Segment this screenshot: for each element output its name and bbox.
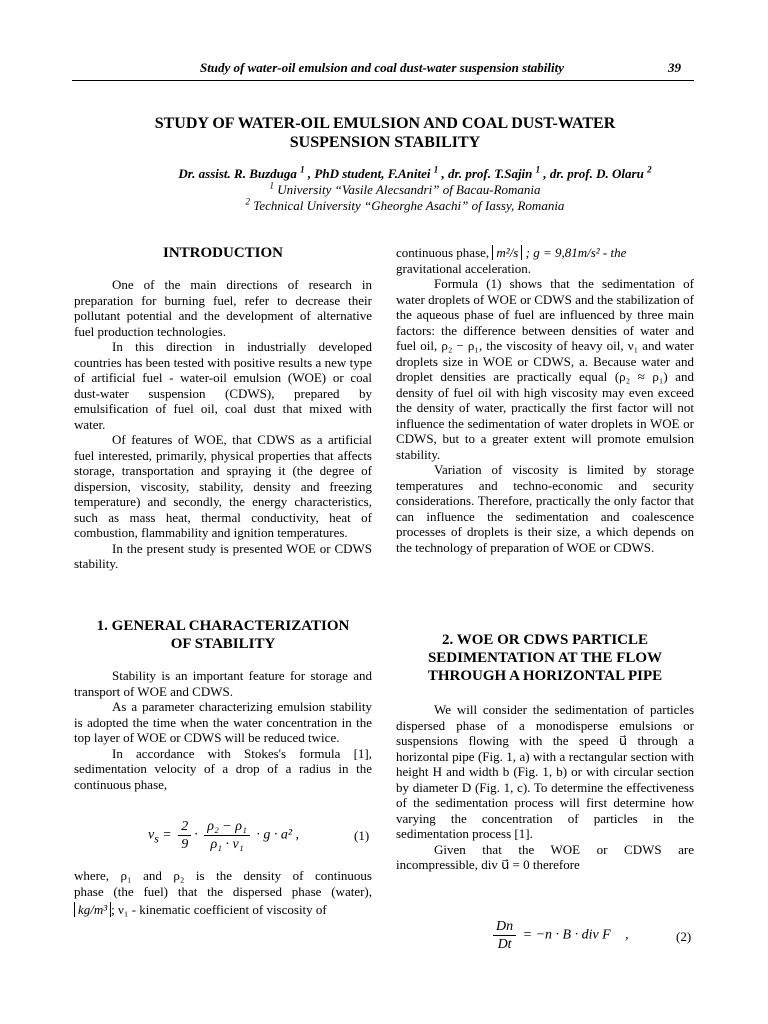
formula-discussion-paragraph: Formula (1) shows that the sedimentation of water droplets of WOE or CDWS and the stabilization of the aqueous phase of fuel are influenced by three main factors: the difference between densities of water and fuel oil, ρ₂ − ρ₁, the viscosity of heavy oil, ν₁ and water droplets size in WOE or CDWS, a. Because water and droplet densities are practically equal (ρ₂ ≈ ρ₁) and density of fuel oil with high viscosity may even exceed the density of water, practically the first factor will not influence the sedimentation of water droplets in WOE or CDWS, but to a greater extent will promote emulsion stability.: [396, 276, 694, 462]
equation-1-number: (1): [354, 828, 370, 843]
sec1-paragraph-1: Stability is an important feature for storage and transport of WOE and CDWS.: [74, 668, 372, 699]
section-1-heading: [74, 617, 372, 653]
eq2-den: Dt: [497, 937, 512, 952]
author-2: , PhD student, F.Anitei: [307, 166, 431, 181]
continuation-text-b: ; g = 9,81m/s² - the: [525, 245, 627, 260]
density-unit: kg/m³: [74, 902, 111, 917]
affiliation-1: [100, 182, 710, 198]
author-1-affil: 1: [300, 164, 305, 175]
paper-title: [100, 114, 670, 152]
affiliation-2-text: Technical University “Gheorghe Asachi” of Iassy, Romania: [253, 198, 565, 213]
author-2-affil: 1: [433, 164, 439, 175]
paper-title-line-1: STUDY OF WATER-OIL EMULSION AND COAL DUST-WATER: [154, 115, 616, 132]
eq1-fraction-density: [204, 818, 250, 853]
right-continuation: [396, 245, 694, 555]
continuation-line-2: gravitational acceleration.: [396, 260, 531, 276]
intro-paragraph-4: In the present study is presented WOE or CDWS stability.: [74, 540, 372, 571]
section-1-heading-line-2: OF STABILITY: [170, 636, 276, 652]
introduction-heading: INTRODUCTION: [162, 245, 283, 261]
where-line-3-text: ; ν₁ - kinematic coefficient of viscosity of: [111, 902, 327, 917]
eq2-fraction: [493, 918, 516, 953]
sec1-paragraph-2: As a parameter characterizing emulsion stability is adopted the time when the water concentration in the top layer of WOE or CDWS will be reduced twice.: [74, 699, 372, 745]
section-2-heading: [396, 631, 694, 685]
where-text: [74, 868, 372, 918]
section-1-body: [74, 668, 372, 792]
author-4-affil: 2: [647, 164, 652, 175]
eq1-rho-num: ρ₂ − ρ₁: [204, 818, 250, 836]
introduction-body: [74, 277, 372, 572]
intro-paragraph-2: In this direction in industrially developed countries has been tested with positive results a new type of artificial fuel - water-oil emulsion (WOE) or coal dust-water suspension (CDWS), prepared by emulsification of fuel oil, coal dust that mixed with water.: [74, 339, 372, 432]
equation-2: [490, 918, 629, 953]
running-header-title: Study of water-oil emulsion and coal dust-water suspension stability: [199, 60, 565, 75]
section-2-body: [396, 702, 694, 873]
eq1-rho-den: ρ₁ · ν₁: [210, 837, 244, 852]
where-line-3: [74, 902, 372, 918]
intro-paragraph-1: One of the main directions of research in preparation for burning fuel, refer to decrease their pollutant potential and the development of alternative fuel production technologies.: [74, 277, 372, 339]
eq1-tail: · g · a² ,: [256, 827, 300, 843]
affiliation-2-number: 2: [245, 196, 251, 207]
author-3: , dr. prof. T.Sajin: [441, 166, 533, 181]
eq1-equals: =: [162, 827, 172, 843]
intro-paragraph-3: Of features of WOE, that CDWS as a artificial fuel interested, primarily, physical properties that affects storage, transportation and spraying it (the degree of dispersion, viscosity, stability, density and freezing temperature) and secondly, the energy characteristics, such as mass heat, thermal conductivity, heat of combustion, flammability and ignition temperatures.: [74, 432, 372, 540]
eq1-fraction-constant: [178, 818, 191, 853]
section-2-heading-line-3: THROUGH A HORIZONTAL PIPE: [427, 668, 663, 684]
viscosity-paragraph: Variation of viscosity is limited by storage temperatures and techno-economic and security considerations. Therefore, practically the only factor that can influence the sedimentation and coalescence processes of droplets is their size, a which depends on the technology of preparation of WOE or CDWS.: [396, 462, 694, 555]
page-number: 39: [668, 60, 681, 75]
sec2-paragraph-1: We will consider the sedimentation of particles dispersed phase of a monodisperse emulsions or suspensions flowing with the speed u⃗ through a horizontal pipe (Fig. 1, a) with a rectangular section with height H and width b (Fig. 1, b) or with circular section by diameter D (Fig. 1, c). To determine the effectiveness of the sedimentation process will first determine how varying the concentration of particles in the sedimentation process [1].: [396, 702, 694, 841]
eq2-num: Dn: [493, 918, 516, 936]
equation-1: $v_s$ = $\frac{2}{9}$ · $\frac{\text{ρ₂ − ρ₁}}{\text{ρ₁ · ν₁}}$ · g · a² ,: [148, 819, 300, 852]
eq1-const-den: 9: [181, 837, 189, 852]
header-rule: [72, 80, 694, 81]
author-4: , dr. prof. D. Olaru: [543, 166, 644, 181]
authors: [100, 166, 730, 182]
eq2-rhs: = −n · B · div F⃗ ,: [522, 927, 629, 943]
sec2-paragraph-2: Given that the WOE or CDWS are incompressible, div u⃗ = 0 therefore: [396, 841, 694, 872]
section-2-heading-line-2: SEDIMENTATION AT THE FLOW: [427, 650, 663, 666]
continuation-line-1: [396, 245, 694, 261]
equation-2-number: (2): [676, 929, 692, 944]
viscosity-unit: m²/s: [492, 245, 522, 260]
affiliation-1-text: University “Vasile Alecsandri” of Bacau-Romania: [277, 182, 541, 197]
eq1-lhs-sub: s: [154, 832, 159, 846]
where-line-1: where, ρ₁ and ρ₂ is the density of continuous: [74, 868, 372, 883]
author-1: Dr. assist. R. Buzduga: [178, 166, 297, 181]
where-line-2: phase (the fuel) that the dispersed phase (water),: [74, 883, 372, 899]
affiliation-2: [100, 198, 710, 214]
author-3-affil: 1: [535, 164, 541, 175]
paper-title-line-2: SUSPENSION STABILITY: [289, 134, 481, 151]
continuation-text-a: continuous phase,: [396, 245, 490, 260]
eq1-lhs: v: [148, 827, 155, 843]
section-2-heading-line-1: 2. WOE OR CDWS PARTICLE: [441, 632, 649, 648]
sec1-paragraph-3: In accordance with Stokes's formula [1], sedimentation velocity of a drop of a radius in the continuous phase,: [74, 745, 372, 792]
section-1-heading-line-1: 1. GENERAL CHARACTERIZATION: [96, 618, 350, 634]
affiliation-1-number: 1: [269, 180, 274, 191]
eq1-const-num: 2: [178, 818, 191, 836]
